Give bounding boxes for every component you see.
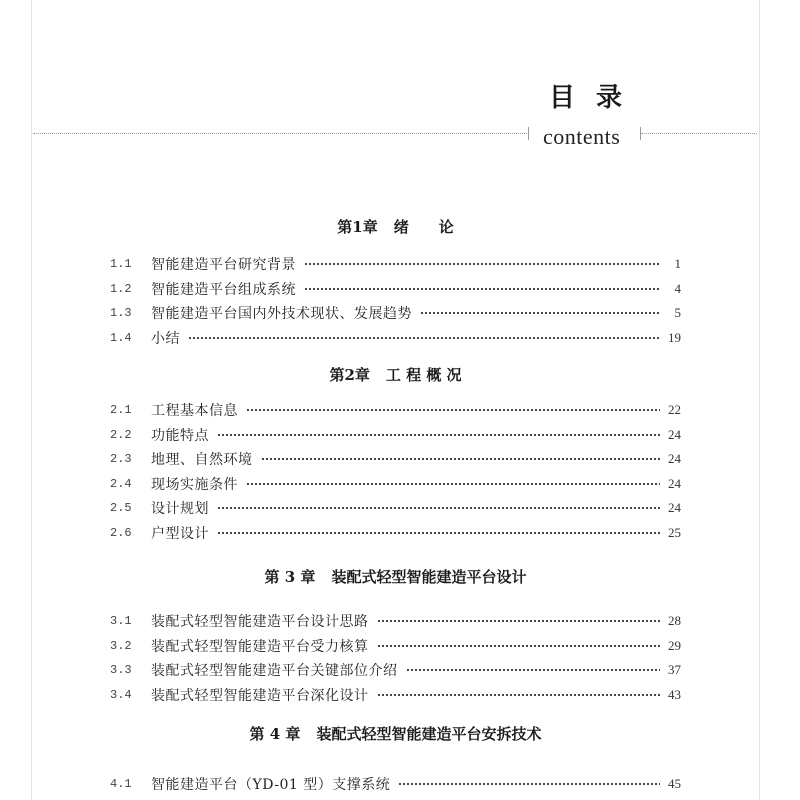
entry-page: 22 [668, 402, 681, 418]
dot-leader [217, 531, 660, 535]
toc-entry [110, 609, 681, 634]
entry-title: 设计规划 [151, 501, 209, 518]
entry-page: 24 [668, 426, 681, 442]
chapter-label: 第2章 [329, 366, 370, 384]
dot-leader [398, 782, 660, 786]
entry-page: 45 [668, 776, 681, 792]
chapter-title: 工 程 概 况 [385, 366, 462, 384]
entry-page: 4 [674, 280, 681, 296]
toc-entry [110, 472, 681, 497]
dot-leader [246, 482, 660, 486]
page-subtitle: contents [543, 124, 621, 149]
chapter-title: 绪 论 [393, 218, 454, 236]
entry-title: 装配式轻型智能建造平台设计思路 [151, 614, 369, 631]
entry-number: 3.2 [110, 638, 132, 653]
dot-leader [217, 433, 660, 437]
entry-title: 装配式轻型智能建造平台深化设计 [151, 687, 369, 704]
header-rule-right [641, 133, 757, 134]
toc-entry [110, 772, 681, 797]
toc-entry [110, 423, 681, 448]
chapter-title: 装配式轻型智能建造平台设计 [331, 568, 527, 586]
entry-number: 1.4 [110, 330, 132, 345]
entry-number: 1.2 [110, 281, 132, 296]
entry-title: 装配式轻型智能建造平台受力核算 [151, 638, 369, 655]
chapter-heading [110, 722, 681, 746]
entry-title: 小结 [151, 330, 180, 347]
entry-number: 3.4 [110, 687, 132, 702]
entry-title: 智能建造平台研究背景 [151, 257, 296, 274]
chapter-4 [110, 722, 681, 797]
toc-entry [110, 277, 681, 302]
entry-number: 2.3 [110, 452, 132, 467]
entry-page: 24 [668, 451, 681, 467]
dot-leader [377, 619, 661, 623]
entry-page: 25 [668, 524, 681, 540]
dot-leader [304, 287, 660, 291]
header-rule-tick-left [528, 127, 529, 140]
entry-number: 2.2 [110, 427, 132, 442]
entry-list [110, 398, 681, 545]
entry-title: 智能建造平台国内外技术现状、发展趋势 [151, 306, 412, 323]
entry-title: 工程基本信息 [151, 403, 238, 420]
entry-number: 1.3 [110, 306, 132, 321]
chapter-label: 第 4 章 [249, 725, 301, 743]
chapter-title: 装配式轻型智能建造平台安拆技术 [316, 725, 542, 743]
chapter-3 [110, 565, 681, 707]
entry-title: 智能建造平台（YD-01 型）支撑系统 [151, 777, 391, 794]
entry-page: 43 [668, 686, 681, 702]
dot-leader [217, 506, 660, 510]
entry-number: 3.1 [110, 614, 132, 629]
dot-leader [261, 457, 661, 461]
entry-title: 智能建造平台组成系统 [151, 281, 296, 298]
entry-number: 3.3 [110, 663, 132, 678]
chapter-label: 第1章 [337, 218, 378, 236]
entry-number: 2.4 [110, 476, 132, 491]
entry-page: 19 [668, 329, 681, 345]
entry-number: 1.1 [110, 257, 132, 272]
entry-page: 24 [668, 475, 681, 491]
header-rule-left [33, 133, 527, 134]
entry-number: 2.5 [110, 501, 132, 516]
dot-leader [304, 262, 660, 266]
entry-list [110, 772, 681, 797]
dot-leader [420, 311, 660, 315]
entry-title: 现场实施条件 [151, 476, 238, 493]
entry-page: 37 [668, 662, 681, 678]
chapter-heading [110, 363, 681, 387]
chapter-heading [110, 565, 681, 589]
toc-entry [110, 658, 681, 683]
entry-number: 4.1 [110, 777, 132, 792]
dot-leader [188, 336, 660, 340]
toc-entry [110, 252, 681, 277]
entry-page: 1 [674, 256, 681, 272]
toc-entry [110, 496, 681, 521]
entry-page: 5 [674, 305, 681, 321]
entry-page: 24 [668, 500, 681, 516]
toc-entry [110, 326, 681, 351]
toc-entry [110, 301, 681, 326]
page-title: 目 录 [549, 83, 623, 113]
toc-entry [110, 521, 681, 546]
dot-leader [377, 693, 661, 697]
dot-leader [246, 408, 660, 412]
entry-title: 功能特点 [151, 427, 209, 444]
chapter-2 [110, 363, 681, 545]
dot-leader [406, 668, 661, 672]
entry-list [110, 609, 681, 707]
entry-title: 地理、自然环境 [151, 452, 253, 469]
chapter-1 [110, 215, 681, 350]
chapter-heading [110, 215, 681, 239]
toc-entry [110, 398, 681, 423]
toc-entry [110, 634, 681, 659]
toc-entry [110, 683, 681, 708]
chapter-label: 第 3 章 [264, 568, 316, 586]
page-edge-left [31, 0, 32, 800]
entry-page: 28 [668, 613, 681, 629]
entry-number: 2.1 [110, 403, 132, 418]
entry-number: 2.6 [110, 525, 132, 540]
entry-title: 户型设计 [151, 525, 209, 542]
dot-leader [377, 644, 661, 648]
entry-list [110, 252, 681, 350]
entry-title: 装配式轻型智能建造平台关键部位介绍 [151, 663, 398, 680]
page-edge-right [759, 0, 760, 800]
entry-page: 29 [668, 637, 681, 653]
toc-entry [110, 447, 681, 472]
